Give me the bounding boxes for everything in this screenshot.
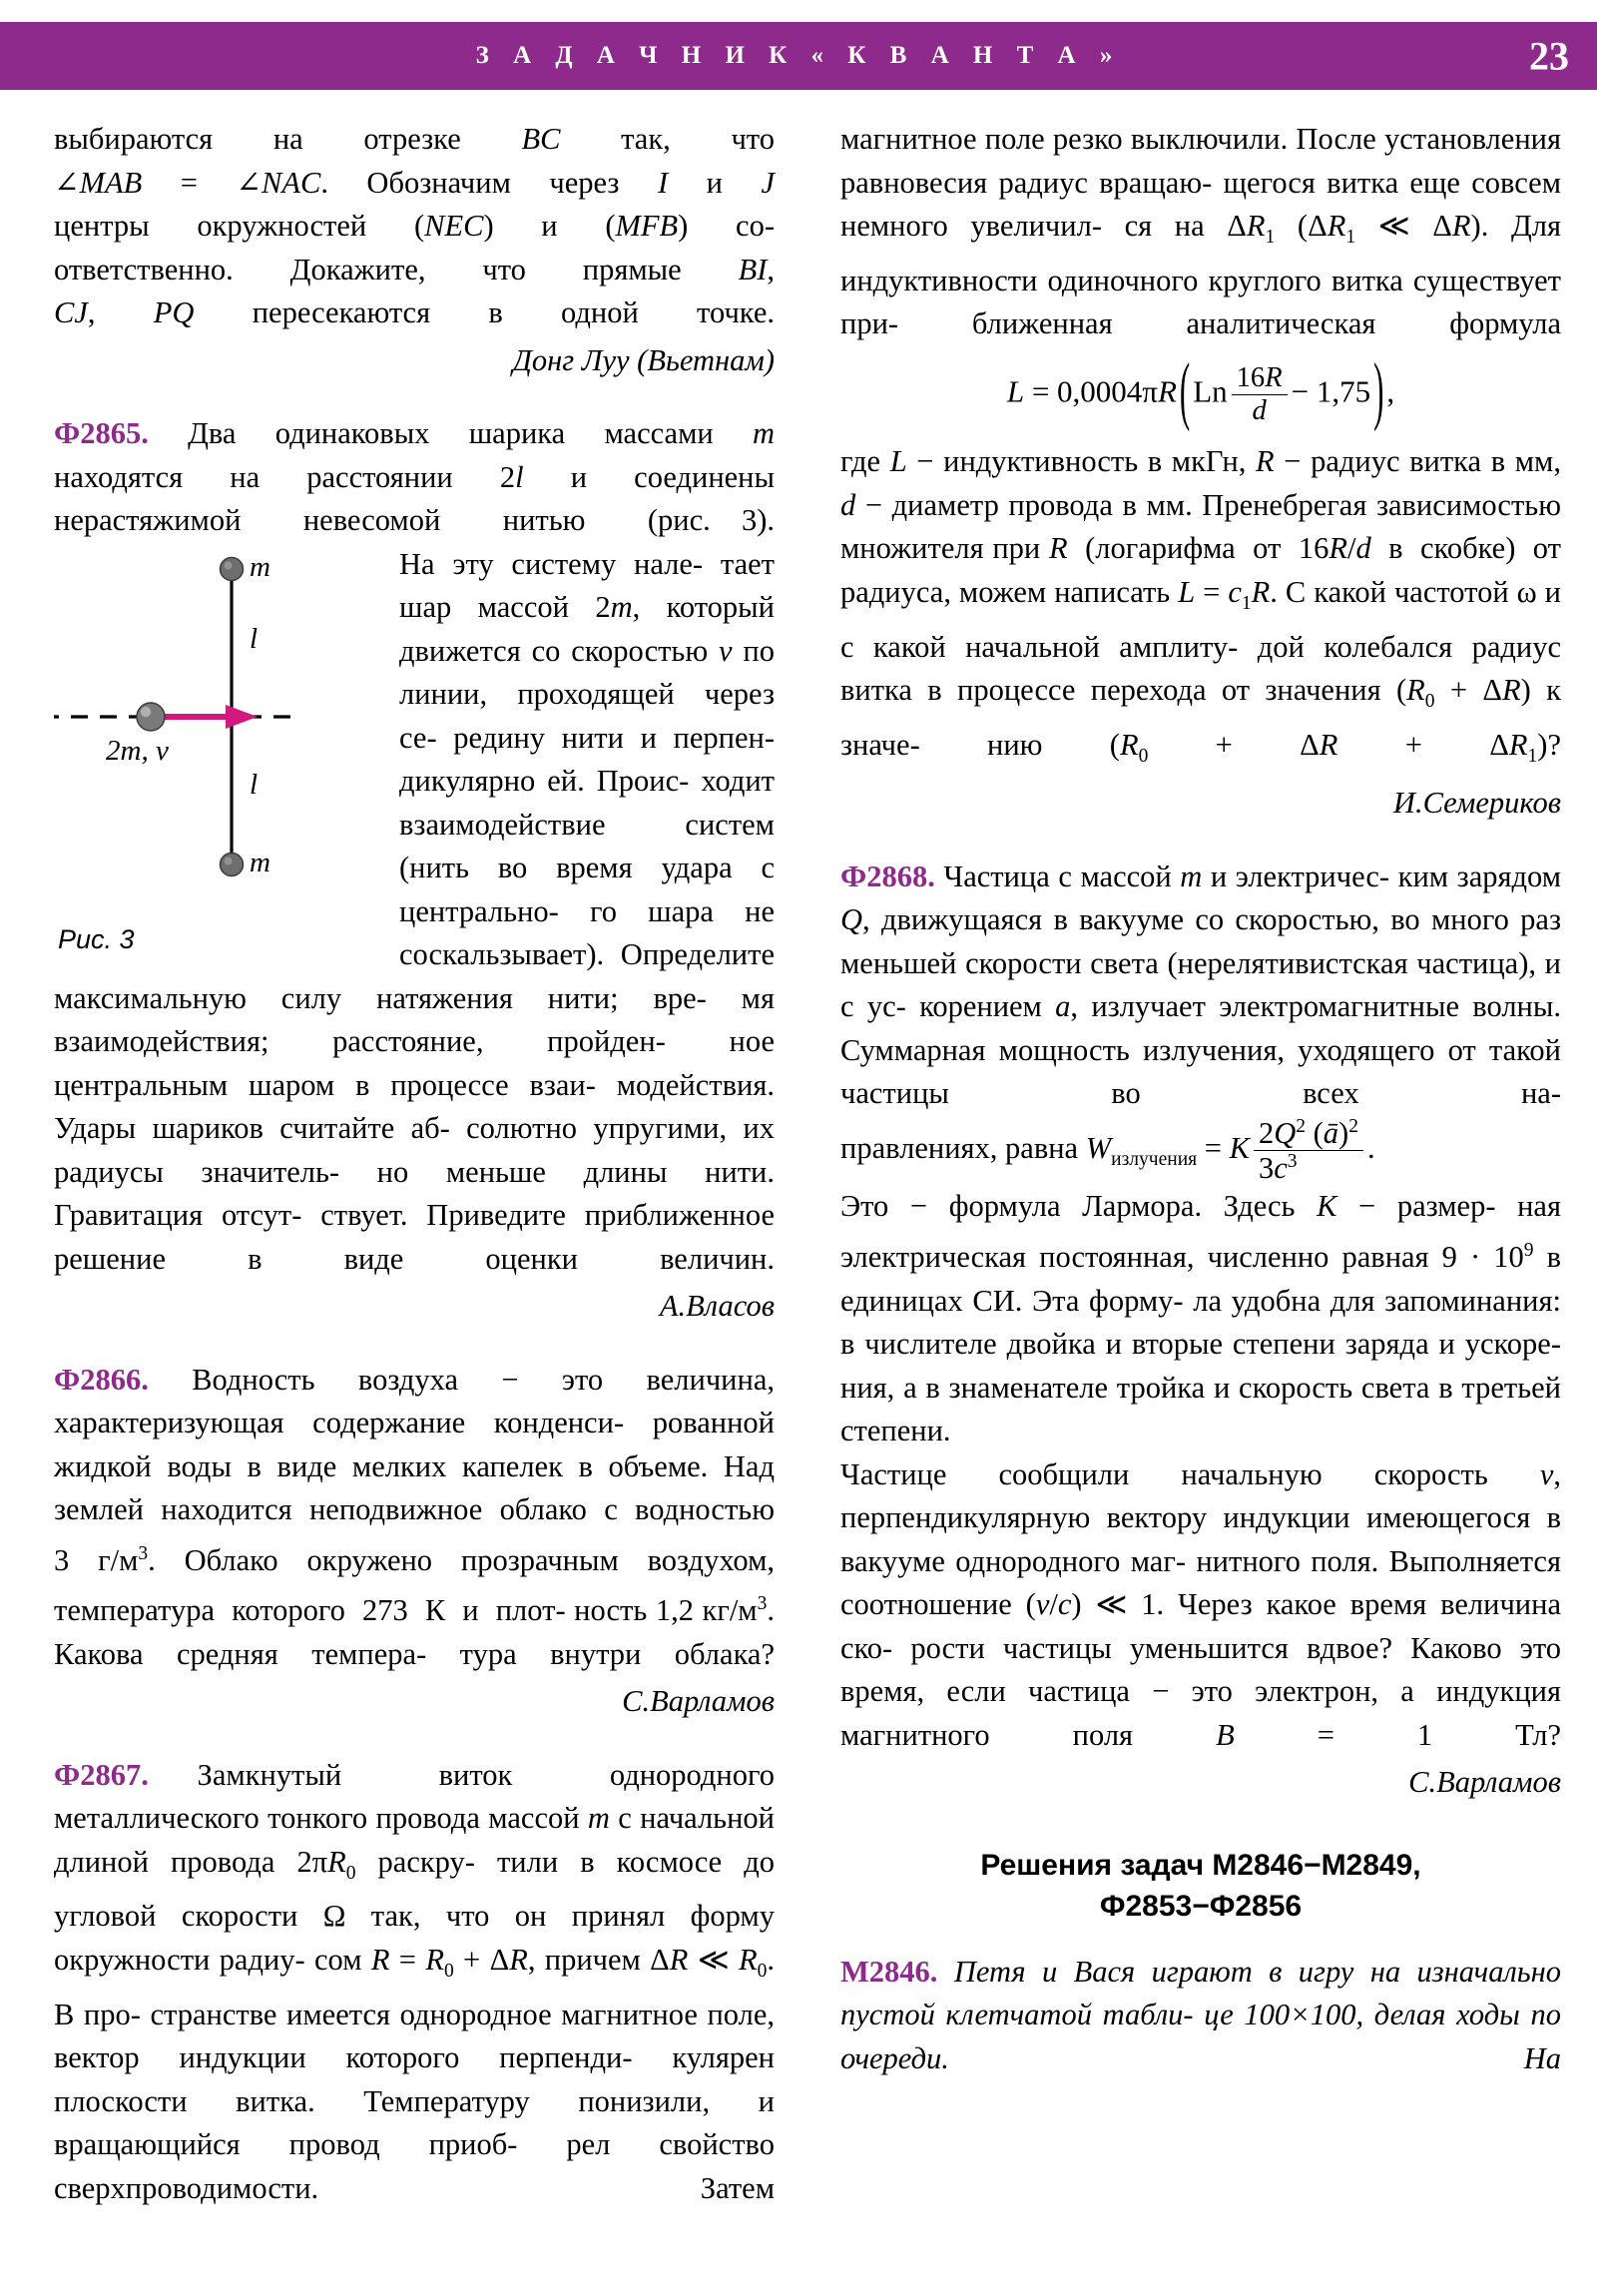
problem-f2868-body-part1: Ф2868. Частица с массой m и электричес- ким зарядом Q, движущаяся в вакууме со скоростью, во много раз меньшей скорости света (нерелятивистская частица), и с ус- корением a, излучает электромагнитные волны. Суммарная мощность излучения, уходящего от такой частицы во всех на- — [840, 859, 1561, 1111]
figure-caption: Рис. 3 — [58, 923, 135, 954]
right-column — [840, 118, 1561, 2080]
author-vlasov: А.Власов — [659, 1289, 775, 1323]
figure-label-bottom-mass: m — [250, 846, 270, 878]
problem-f2868-body-part2: Это − формула Лармора. Здесь K − размер- ная электрическая постоянная, численно равная $9 \cdot 10^9$ в единицах СИ. Эта форму- ла удобна для запоминания: в числителе двойка и вторые степени заряда и ускоре- ния, а в знаменателе тройка и скорость света в третьей степени. — [840, 1189, 1561, 1448]
continuation-paragraph: выбираются на отрезке BC так, что ∠MAB = ∠NAC. Обозначим через I и J центры окружностей (NEC) и (MFB) со- ответственно. Докажите, что прямые BI, CJ, PQ пересекаются в одной точке. — [54, 122, 776, 329]
author-semerikov: И.Семериков — [1392, 786, 1561, 821]
velocity-arrow-head — [226, 705, 258, 729]
page-header-banner — [0, 22, 1597, 90]
problem-f2865-intro: Ф2865. Два одинаковых шарика массами m находятся на расстоянии 2l и соединены нерастяжимой невесомой нитью (рис. 3). — [54, 416, 775, 537]
author-varlamov-1: С.Варламов — [622, 1684, 775, 1719]
ball-bottom — [221, 853, 244, 875]
ball-projectile-highlight — [141, 706, 151, 716]
problem-number-f2867: Ф2867. — [54, 1757, 149, 1792]
problem-f2867-continued: магнитное поле резко выключили. После установления равновесия радиус вращаю- щегося витка еще совсем немного увеличил- ся на $\Delta R_1$ ($\Delta R_1$ ≪ ΔR). Для индуктивности одиночного круглого витка существует при- ближенная аналитическая формула — [840, 122, 1561, 341]
problem-f2867-body: Ф2867. Замкнутый виток однородного металлического тонкого провода массой m с начальной длиной провода $2\pi R_0$ раскру- тили в космосе до угловой скорости Ω так, что он принял форму окружности радиу- сом $R = R_0 + \Delta R$, причем ΔR ≪ $R_0$. В про- странстве имеется однородное магнитное поле, вектор индукции которого перпенди- кулярен плоскости витка. Температуру понизили, и вращающийся провод приоб- рел свойство сверхпроводимости. Затем — [54, 1757, 776, 2205]
page-number: 23 — [1529, 33, 1569, 79]
two-column-body — [0, 118, 1597, 2274]
solution-m2846-body: М2846. Петя и Вася играют в игру на изначально пустой клетчатой табли- це 100×100, делая ходы по очереди. На — [840, 1954, 1561, 2075]
problem-number-f2865: Ф2865. — [54, 416, 149, 450]
problem-f2866-body: Ф2866. Водность воздуха − это величина, характеризующая содержание конденси- рованной жидкой воды в виде мелких капелек в объеме. Над землей находится неподвижное облако с водностью 3 $г/м^3$. Облако окружено прозрачным воздухом, температура которого 273 К и плот- ность 1,2 $кг/м^3$. Какова средняя темпера- тура внутри облака? — [54, 1362, 776, 1671]
ball-projectile — [137, 703, 165, 731]
problem-f2868-inline-formula-line: правлениях, равна $W_{излучения} = K$ $\frac{2Q^2 (ā)^2}{3c^3}$ . — [840, 1115, 1375, 1186]
figure-ris-3 — [54, 547, 383, 966]
figure-label-top-mass: m — [250, 550, 270, 583]
figure-label-lower-length: l — [250, 768, 259, 801]
page-title: З А Д А Ч Н И К « К В А Н Т А » — [475, 42, 1122, 69]
ball-top — [221, 557, 244, 580]
author-varlamov-2: С.Варламов — [1408, 1765, 1561, 1800]
solution-number-m2846: М2846. — [840, 1954, 938, 1989]
solutions-heading-line-1: Решения задач М2846−М2849, — [980, 1848, 1421, 1882]
problem-f2868-body-part3: Частице сообщили начальную скорость v, перпендикулярную вектору индукции имеющегося в вакууме однородного маг- нитного поля. Выполняется соотношение (v/c) ≪ 1. Через какое время величина ско- рости частицы уменьшится вдвое? Каково это время, если частица − это электрон, а индукция магнитного поля B = 1 Тл? — [840, 1456, 1561, 1752]
problem-number-f2866: Ф2866. — [54, 1362, 149, 1397]
problem-f2865-body: На эту систему нале- тает шар массой 2m, который движется со скоростью v по линии, проходящей через се- редину нити и перпен- дикулярно ей. Проис- ходит взаимодействие систем (нить во время удара с центрально- го шара не соскальзывает). Определите максимальную силу натяжения нити; вре- мя взаимодействия; расстояние, пройден- ное центральным шаром в процессе взаи- модействия. Удары шариков считайте аб- солютно упругими, их радиусы значитель- но меньше длины нити. Гравитация отсут- ствует. Приведите приближенное решение в виде оценки величин. — [54, 546, 775, 1276]
solutions-heading-line-2: Ф2853−Ф2856 — [1099, 1889, 1303, 1923]
solutions-section-heading — [840, 1845, 1561, 1927]
figure-label-projectile: 2m, v — [106, 734, 169, 767]
author-dong-luu: Донг Луу (Вьетнам) — [512, 342, 775, 377]
inductance-formula: L = 0,0004πR(Ln $\frac{16R}{d}$ − 1,75), — [1006, 346, 1395, 433]
problem-f2867-after-formula: где L − индуктивность в мкГн, R − радиус витка в мм, d − диаметр провода в мм. Пренебрегая зависимостью множителя при R (логарифма от 16R/d в скобке) от радиуса, можем написать $L = c_1R$. С какой частотой ω и с какой начальной амплиту- дой колебался радиус витка в процессе перехода от значения $(R_0 + \Delta R)$ к значе- нию $(R_0 + \Delta R + \Delta R_1)$? — [840, 444, 1561, 767]
left-column — [54, 118, 775, 2210]
ball-top-highlight — [225, 561, 233, 569]
figure-label-upper-length: l — [250, 622, 259, 655]
figure-diagram-svg — [54, 547, 383, 966]
ball-bottom-highlight — [225, 857, 233, 864]
problem-number-f2868: Ф2868. — [840, 859, 935, 893]
